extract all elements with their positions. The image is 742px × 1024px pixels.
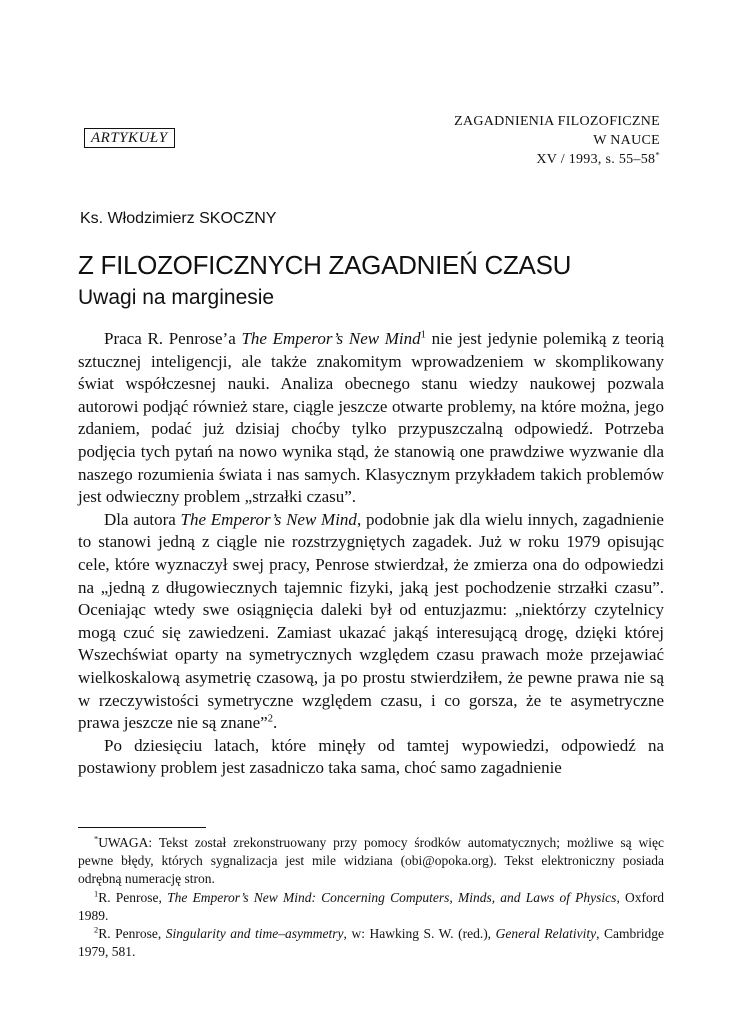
footnote <box>78 925 664 961</box>
footnote-text: , w: Hawking S. W. (red.), <box>343 926 496 942</box>
author: Ks. Włodzimierz SKOCZNY <box>80 210 277 227</box>
article-subtitle: Uwagi na marginesie <box>78 286 275 309</box>
journal-footnote-mark: * <box>655 149 660 160</box>
paragraph-text: . <box>272 713 278 733</box>
journal-issue-pages: XV / 1993, s. 55–58 <box>536 152 656 167</box>
footnote-text: , Oxford 1989. <box>78 889 665 923</box>
journal-title: ZAGADNIENIA FILOZOFICZNE <box>454 114 660 129</box>
footnote-text: , Cambridge 1979, 581. <box>78 926 664 960</box>
paragraph-text: nie jest jedynie polemiką z teorią sztucznej inteligencji, ale także znakomitym wprowadzeniem w skomplikowany świat współczesnej nauki. Analiza obecnego stanu wiedzy naukowej pozwala autorowi podjąć również stare, ciągle jeszcze otwarte problemy, na które można, jego zdaniem, podać już dzisiaj choćby tylko przypuszczalną odpowiedź. Potrzeba podjęcia tych pytań na nowo wynika stąd, że stanowią one prawdziwe wyzwanie dla naszego rozumienia świata i nas samych. Klasycznym przykładem takich problemów jest odwieczny problem „strzałki czasu”. <box>78 329 665 507</box>
footnote-ref: 2 <box>267 713 273 725</box>
paragraph-text: Praca R. Penrose’a <box>104 329 242 348</box>
footnote-mark: 2 <box>94 925 99 935</box>
article-body <box>78 328 664 780</box>
article-title: Z FILOZOFICZNYCH ZAGADNIEŃ CZASU <box>78 250 572 280</box>
paragraph-text: Dla autora <box>104 509 181 529</box>
footnote-mark: 1 <box>94 889 99 899</box>
cited-title: The Emperor’s New Mind: Concerning Computers, Minds, and Laws of Physics <box>167 889 617 905</box>
footnote-ref: 1 <box>420 329 426 341</box>
footnotes <box>78 834 664 961</box>
cited-title: General Relativity <box>495 926 597 942</box>
cited-title: Singularity and time–asymmetry <box>165 926 344 942</box>
journal-info <box>454 112 660 169</box>
journal-subtitle: W NAUCE <box>593 133 660 148</box>
footnote-mark: * <box>94 834 99 844</box>
footnote-text: R. Penrose, <box>98 889 168 905</box>
paragraph-text: Po dziesięciu latach, które minęły od tamtej wypowiedzi, odpowiedź na postawiony problem jest zasadniczo taka sama, choć samo zagadnienie <box>78 735 664 778</box>
paragraph-text: , podobnie jak dla wielu innych, zagadnienie to stanowi jedną z ciągle nie rozstrzygniętych zagadek. Już w roku 1979 opisując cele, które wyznaczył swej pracy, Penrose stwierdzał, że zmierza ona do odpowiedzi na „jedną z długowiecznych tajemnic fizyki, jaką jest pochodzenie strzałki czasu”. Oceniając wtedy swe osiągnięcia daleki był od entuzjazmu: „niektórzy czytelnicy mogą czuć się zawiedzeni. Zamiast ukazać jakąś interesującą drogę, dzięki której Wszechświat oparty na symetrycznych względem czasu prawach może przejawiać wielkoskalową asymetrię czasową, ja po prostu stwierdziłem, że pewne prawa nie są w rzeczywistości symetryczne względem czasu, i co gorsza, że te asymetryczne prawa jeszcze nie są znane” <box>78 509 664 733</box>
footnote-text: R. Penrose, <box>98 926 166 942</box>
section-label: ARTYKUŁY <box>84 128 175 148</box>
book-title: The Emperor’s New Mind <box>180 509 357 529</box>
journal-issue <box>454 150 660 169</box>
paragraph <box>78 328 664 509</box>
footnote-divider <box>78 827 206 828</box>
paragraph <box>78 735 664 780</box>
footnote <box>78 834 664 889</box>
paragraph <box>78 509 664 735</box>
book-title: The Emperor’s New Mind <box>241 329 421 348</box>
footnote <box>78 889 664 925</box>
footnote-text: UWAGA: Tekst został zrekonstruowany przy pomocy środków automatycznych; możliwe są więc pewne błędy, których sygnalizacja jest mile widziana (obi@opoka.org). Tekst elektroniczny posiada odrębną numerację stron. <box>78 835 664 887</box>
